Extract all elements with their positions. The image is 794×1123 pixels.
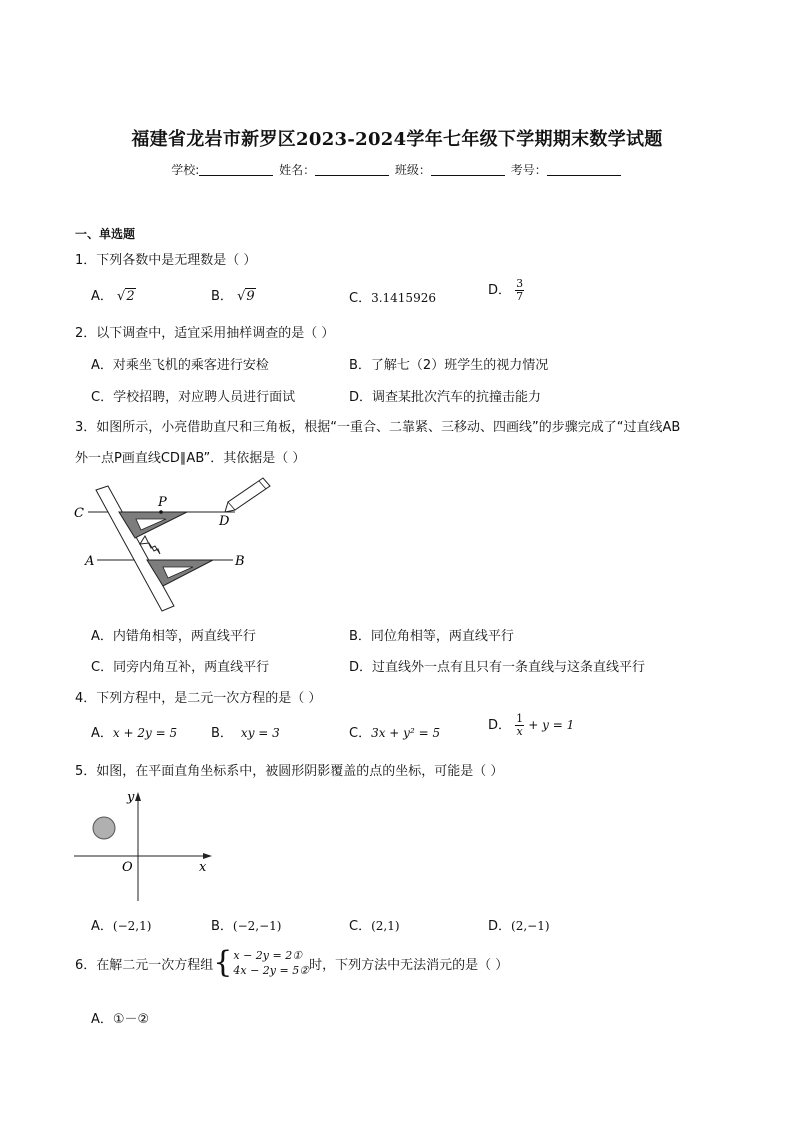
name-blank[interactable]: [315, 163, 389, 176]
point-p: [159, 510, 163, 514]
q1-b-label: B．: [211, 289, 233, 304]
q1-d-fraction: [515, 278, 524, 303]
school-blank[interactable]: [199, 163, 273, 176]
q3-option-d: D．过直线外一点有且只有一条直线与这条直线平行: [349, 660, 646, 675]
student-info-line: [0, 161, 794, 178]
q2-option-a: A．对乘坐飞机的乘客进行安检: [91, 358, 269, 373]
label-y: y: [127, 790, 135, 805]
page-title: 福建省龙岩市新罗区2023-2024学年七年级下学期期末数学试题: [131, 129, 663, 150]
q4-option-d: [488, 713, 574, 738]
q4-option-a: [91, 722, 177, 741]
class-blank[interactable]: [431, 163, 505, 176]
q6-equations: [233, 948, 309, 978]
q5-c-value: (2,1): [371, 919, 400, 933]
q4-d-numerator: 1: [516, 712, 524, 725]
q1-a-label: A．: [91, 289, 113, 304]
q6-stem: [75, 945, 509, 980]
q4-d-label: D．: [488, 718, 512, 733]
q4-a-equation: x + 2y = 5: [112, 726, 178, 740]
q3-figure-ruler-triangle: [70, 474, 280, 614]
q3-stem-line1: 3．如图所示，小亮借助直尺和三角板，根据“一重合、二靠紧、三移动、四画线”的步骤完成了“过直线AB: [75, 420, 681, 435]
q1-option-b: [211, 285, 256, 304]
q5-b-label: B．: [211, 919, 233, 934]
q1-option-a: [91, 285, 136, 304]
q4-stem: 4．下列方程中，是二元一次方程的是（ ）: [75, 691, 322, 706]
class-label: 班级：: [394, 163, 431, 177]
q6-equation-system: [213, 945, 310, 980]
q4-c-label: C．: [349, 726, 372, 741]
pencil-icon: [225, 478, 270, 512]
label-b: B: [235, 554, 245, 569]
q5-c-label: C．: [349, 919, 372, 934]
q2-option-c: C．学校招聘，对应聘人员进行面试: [91, 390, 296, 405]
name-label: 姓名：: [279, 163, 316, 177]
label-origin: O: [122, 860, 133, 875]
exam-number-blank[interactable]: [547, 163, 621, 176]
q2-option-b: B．了解七（2）班学生的视力情况: [349, 358, 549, 373]
q5-option-a: [91, 915, 151, 934]
q1-d-numerator: 3: [516, 277, 524, 290]
y-axis-arrow-icon: [135, 792, 141, 801]
school-label: 学校:: [171, 163, 200, 177]
q5-a-value: (−2,1): [112, 919, 152, 933]
q1-b-sqrt: √9: [237, 289, 255, 304]
label-a: A: [85, 554, 95, 569]
q2-option-d: D．调查某批次汽车的抗撞击能力: [349, 390, 542, 405]
q5-option-d: [488, 915, 550, 934]
q6-equation-1: x − 2y = 2①: [233, 949, 303, 962]
q6-option-a: A．①－②: [91, 1012, 150, 1027]
q4-d-denominator: x: [516, 725, 523, 738]
q1-c-label: C．: [349, 291, 372, 306]
section-title: 一、单选题: [75, 227, 136, 241]
q4-b-equation: xy = 3: [240, 726, 280, 740]
q4-d-rest: + y = 1: [528, 718, 575, 732]
label-p: P: [158, 495, 167, 510]
q5-stem: 5．如图，在平面直角坐标系中，被圆形阴影覆盖的点的坐标，可能是（ ）: [75, 764, 504, 779]
q3-option-a: A．内错角相等，两直线平行: [91, 629, 256, 644]
q4-option-c: [349, 722, 440, 741]
q4-d-fraction: [515, 713, 524, 738]
q1-a-radicand: 2: [126, 289, 135, 304]
shaded-circle: [93, 817, 115, 839]
q6-stem-pre: 6．在解二元一次方程组: [75, 957, 214, 973]
q4-option-b: [211, 722, 280, 741]
q3-stem-line2: 外一点P画直线CD∥AB”．其依据是（ ）: [75, 451, 306, 466]
q2-stem: 2．以下调查中，适宜采用抽样调查的是（ ）: [75, 326, 335, 341]
label-x: x: [199, 860, 207, 875]
q5-figure-coordinate-plane: [70, 788, 220, 908]
q3-option-c: C．同旁内角互补，两直线平行: [91, 660, 270, 675]
q1-b-radicand: 9: [246, 289, 255, 304]
label-d: D: [219, 514, 230, 529]
q1-option-c: [349, 287, 436, 306]
q3-option-b: B．同位角相等，两直线平行: [349, 629, 514, 644]
exam-number-label: 考号：: [510, 163, 547, 177]
label-c: C: [74, 506, 84, 521]
brace-glyph: {: [213, 945, 233, 980]
q5-b-value: (−2,−1): [232, 919, 282, 933]
q1-d-label: D．: [488, 283, 512, 298]
q1-a-sqrt: √2: [117, 289, 135, 304]
q4-c-equation: 3x + y² = 5: [371, 726, 441, 740]
q5-d-value: (2,−1): [511, 919, 550, 933]
q5-d-label: D．: [488, 919, 512, 934]
q5-a-label: A．: [91, 919, 113, 934]
x-axis-arrow-icon: [203, 853, 212, 859]
q1-option-d: [488, 278, 524, 303]
q4-a-label: A．: [91, 726, 113, 741]
q6-stem-post: 时，下列方法中无法消元的是（ ）: [309, 957, 509, 973]
q6-equation-2: 4x − 2y = 5②: [233, 964, 310, 977]
q1-c-value: 3.1415926: [371, 291, 436, 305]
q1-stem: 1．下列各数中是无理数是（ ）: [75, 253, 257, 268]
q1-d-denominator: 7: [516, 290, 524, 303]
q5-option-b: [211, 915, 281, 934]
q4-b-label: B．: [211, 726, 233, 741]
q5-option-c: [349, 915, 400, 934]
